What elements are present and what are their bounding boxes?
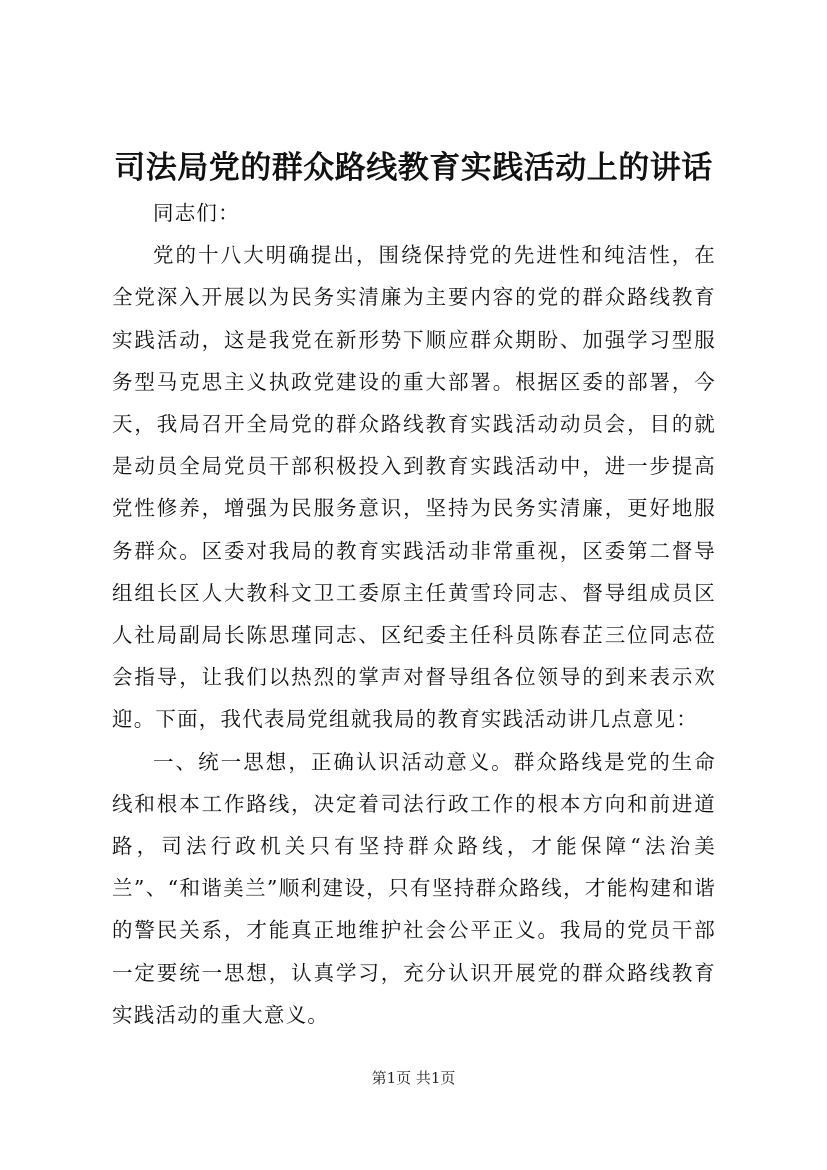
- paragraph-2: 一、统一思想，正确认识活动意义。群众路线是党的生命线和根本工作路线，决定着司法行政工作的根本方向和前进道路，司法行政机关只有坚持群众路线，才能保障“法治美兰”、“和谐美兰”顺利建设，只有坚持群众路线，才能构建和谐的警民关系，才能真正地维护社会公平正义。我局的党员干部一定要统一思想，认真学习，充分认识开展党的群众路线教育实践活动的重大意义。: [112, 749, 716, 1027]
- page-footer: 第1页 共1页: [371, 1069, 456, 1087]
- greeting: 同志们：: [153, 201, 240, 225]
- document-title: 司法局党的群众路线教育实践活动上的讲话: [114, 150, 713, 186]
- paragraph-1: 党的十八大明确提出，围绕保持党的先进性和纯洁性，在全党深入开展以为民务实清廉为主要内容的党的群众路线教育实践活动，这是我党在新形势下顺应群众期盼、加强学习型服务型马克思主义执政党建设的重大部署。根据区委的部署，今天，我局召开全局党的群众路线教育实践活动动员会，目的就是动员全局党员干部积极投入到教育实践活动中，进一步提高党性修养，增强为民服务意识，坚持为民务实清廉，更好地服务群众。区委对我局的教育实践活动非常重视，区委第二督导组组长区人大教科文卫工委原主任黄雪玲同志、督导组成员区人社局副局长陈思瑾同志、区纪委主任科员陈春芷三位同志莅会指导，让我们以热烈的掌声对督导组各位领导的到来表示欢迎。下面，我代表局党组就我局的教育实践活动讲几点意见：: [112, 243, 716, 732]
- document-body: [112, 192, 716, 1036]
